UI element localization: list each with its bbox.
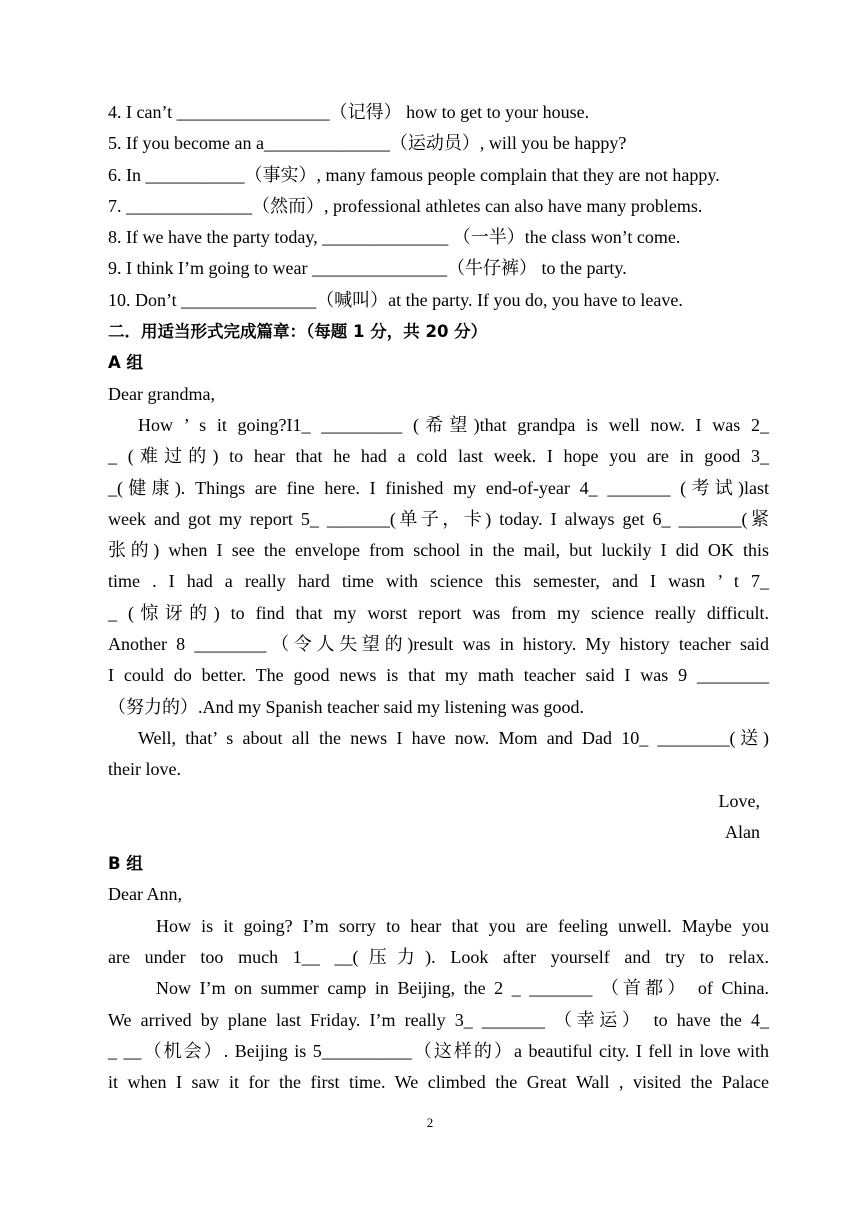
group-a-greeting: Dear grandma, <box>108 383 215 404</box>
group-b-line: How is it going? I’m sorry to hear that you are feeling unwell. Maybe you <box>156 915 769 936</box>
group-a-line: their love. <box>108 759 181 780</box>
group-a-line: I could do better. The good news is that my math teacher said I was 9 ________ <box>108 665 769 686</box>
group-b-title: B 组 <box>108 854 143 874</box>
group-b-line: We arrived by plane last Friday. I’m really 3_ _______ （幸运） to have the 4_ <box>108 1009 769 1030</box>
page-number: 2 <box>426 1115 434 1130</box>
section-title: 二．用适当形式完成篇章：（每题 1 分，共 20 分） <box>108 322 488 342</box>
question-5: 5. If you become an a______________（运动员）, will you be happy? <box>108 133 627 154</box>
question-7: 7. ______________（然而）, professional athletes can also have many problems. <box>108 195 703 216</box>
group-a-line: _ (难过的) to hear that he had a cold last week. I hope you are in good 3_ <box>108 446 769 467</box>
group-b-line: it when I saw it for the first time. We climbed the Great Wall , visited the Palace <box>108 1072 769 1093</box>
question-4: 4. I can’t _________________（记得） how to get to your house. <box>108 102 590 122</box>
group-b-line: are under too much 1__ __(压力). Look after yourself and try to relax. <box>108 947 769 968</box>
question-6: 6. In ___________（事实）, many famous people complain that they are not happy. <box>108 164 720 185</box>
group-a-line: time . I had a really hard time with science this semester, and I wasn ’ t 7_ <box>108 571 769 592</box>
group-b-line: _ __（机会）. Beijing is 5__________（这样的）a beautiful city. I fell in love with <box>108 1040 769 1061</box>
group-a-title: A 组 <box>108 353 144 373</box>
group-a-closing: Love, <box>718 790 760 811</box>
question-8: 8. If we have the party today, ______________ （一半）the class won’t come. <box>108 227 681 248</box>
question-10: 10. Don’t _______________（喊叫）at the party. If you do, you have to leave. <box>108 289 683 310</box>
group-a-line: _ (惊讶的) to find that my worst report was from my science really difficult. <box>108 602 769 623</box>
document-page <box>108 97 769 1099</box>
group-a-line: week and got my report 5_ _______(单子，卡) today. I always get 6_ _______(紧 <box>108 508 769 529</box>
group-a-line: Another 8 ________（令人失望的)result was in history. My history teacher said <box>108 634 769 655</box>
group-a-line: 张的) when I see the envelope from school in the mail, but luckily I did OK this <box>108 540 769 561</box>
group-a-line: _(健康). Things are fine here. I finished my end-of-year 4_ _______ (考试)last <box>108 477 769 498</box>
group-a-line: Well, that’ s about all the news I have now. Mom and Dad 10_ ________(送) <box>138 727 769 748</box>
group-a-line: （努力的）.And my Spanish teacher said my listening was good. <box>108 696 584 717</box>
group-b-greeting: Dear Ann, <box>108 884 182 905</box>
group-a-line: How ’ s it going?I1_ _________ (希望)that grandpa is well now. I was 2_ <box>138 414 769 435</box>
group-b-line: Now I’m on summer camp in Beijing, the 2 _ _______ （首都） of China. <box>156 978 769 999</box>
group-a-signature: Alan <box>725 821 760 842</box>
question-9: 9. I think I’m going to wear _______________（牛仔裤） to the party. <box>108 258 627 279</box>
